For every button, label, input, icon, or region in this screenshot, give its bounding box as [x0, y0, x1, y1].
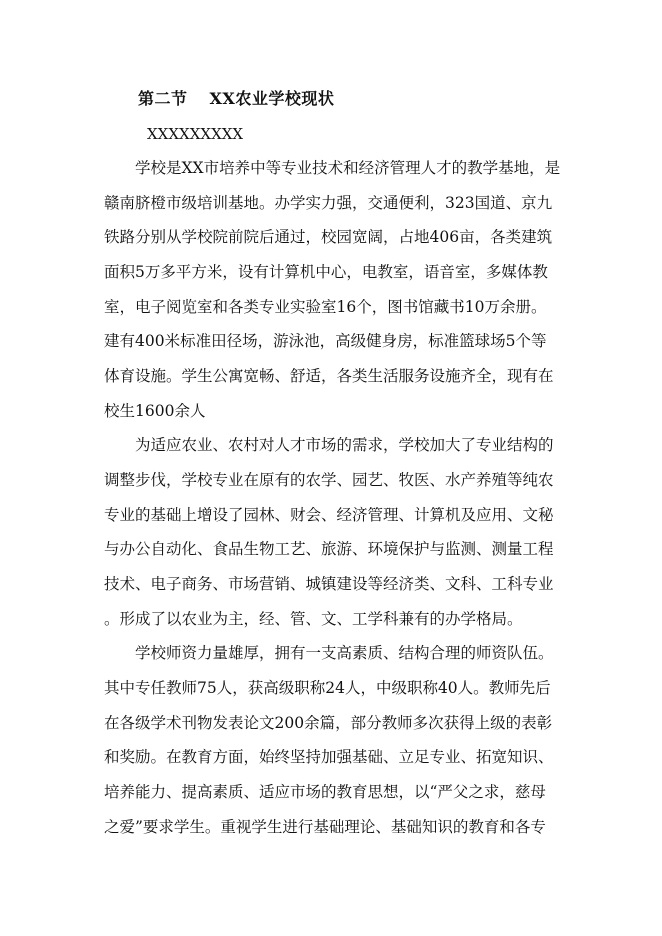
- paragraph-line: 建有400米标准田径场，游泳池，高级健身房，标准篮球场5个等: [104, 332, 547, 350]
- paragraph-line: 在各级学术刊物发表论文200余篇，部分教师多次获得上级的表彰: [104, 714, 553, 732]
- paragraph-line: 赣南脐橙市级培训基地。办学实力强，交通便利，323国道、京九: [104, 194, 553, 212]
- paragraph-line: 铁路分别从学校院前院后通过，校园宽阔，占地406亩，各类建筑: [104, 228, 553, 246]
- paragraph-line: 技术、电子商务、市场营销、城镇建设等经济类、文科、工科专业: [104, 575, 554, 593]
- subheading: XXXXXXXXX: [147, 125, 244, 143]
- paragraph-line: 专业的基础上增设了园林、财会、经济管理、计算机及应用、文秘: [104, 506, 554, 524]
- paragraph-line: 面积5万多平方米，设有计算机中心，电教室，语音室，多媒体教: [104, 263, 548, 281]
- paragraph-line: 其中专任教师75人，获高级职称24人，中级职称40人。教师先后: [104, 679, 551, 697]
- paragraph-line: 体育设施。学生公寓宽畅、舒适，各类生活服务设施齐全，现有在: [104, 367, 554, 385]
- paragraph-line: 为适应农业、农村对人才市场的需求，学校加大了专业结构的: [104, 436, 554, 454]
- paragraph-line: 学校师资力量雄厚，拥有一支高素质、结构合理的师资队伍。: [104, 644, 554, 662]
- section-label: 第二节: [138, 89, 188, 108]
- paragraph-line: 之爱”要求学生。重视学生进行基础理论、基础知识的教育和各专: [104, 818, 546, 836]
- paragraph-line: 学校是XX市培养中等专业技术和经济管理人才的教学基地，是: [104, 159, 561, 177]
- section-heading: [138, 89, 334, 109]
- paragraph-line: 培养能力、提高素质、适应市场的教育思想，以“严父之求，慈母: [104, 783, 546, 801]
- paragraph-line: 。形成了以农业为主，经、管、文、工学科兼有的办学格局。: [104, 610, 523, 628]
- paragraph-line: 调整步伐，学校专业在原有的农学、园艺、牧医、水产养殖等纯农: [104, 471, 554, 489]
- section-title: XX农业学校现状: [209, 89, 335, 108]
- paragraph-line: 与办公自动化、食品生物工艺、旅游、环境保护与监测、测量工程: [104, 540, 554, 558]
- paragraph-line: 室，电子阅览室和各类专业实验室16个，图书馆藏书10万余册。: [104, 298, 547, 316]
- paragraph-line: 校生1600余人: [104, 402, 206, 420]
- paragraph-line: 和奖励。在教育方面，始终坚持加强基础、立足专业、拓宽知识、: [104, 748, 554, 766]
